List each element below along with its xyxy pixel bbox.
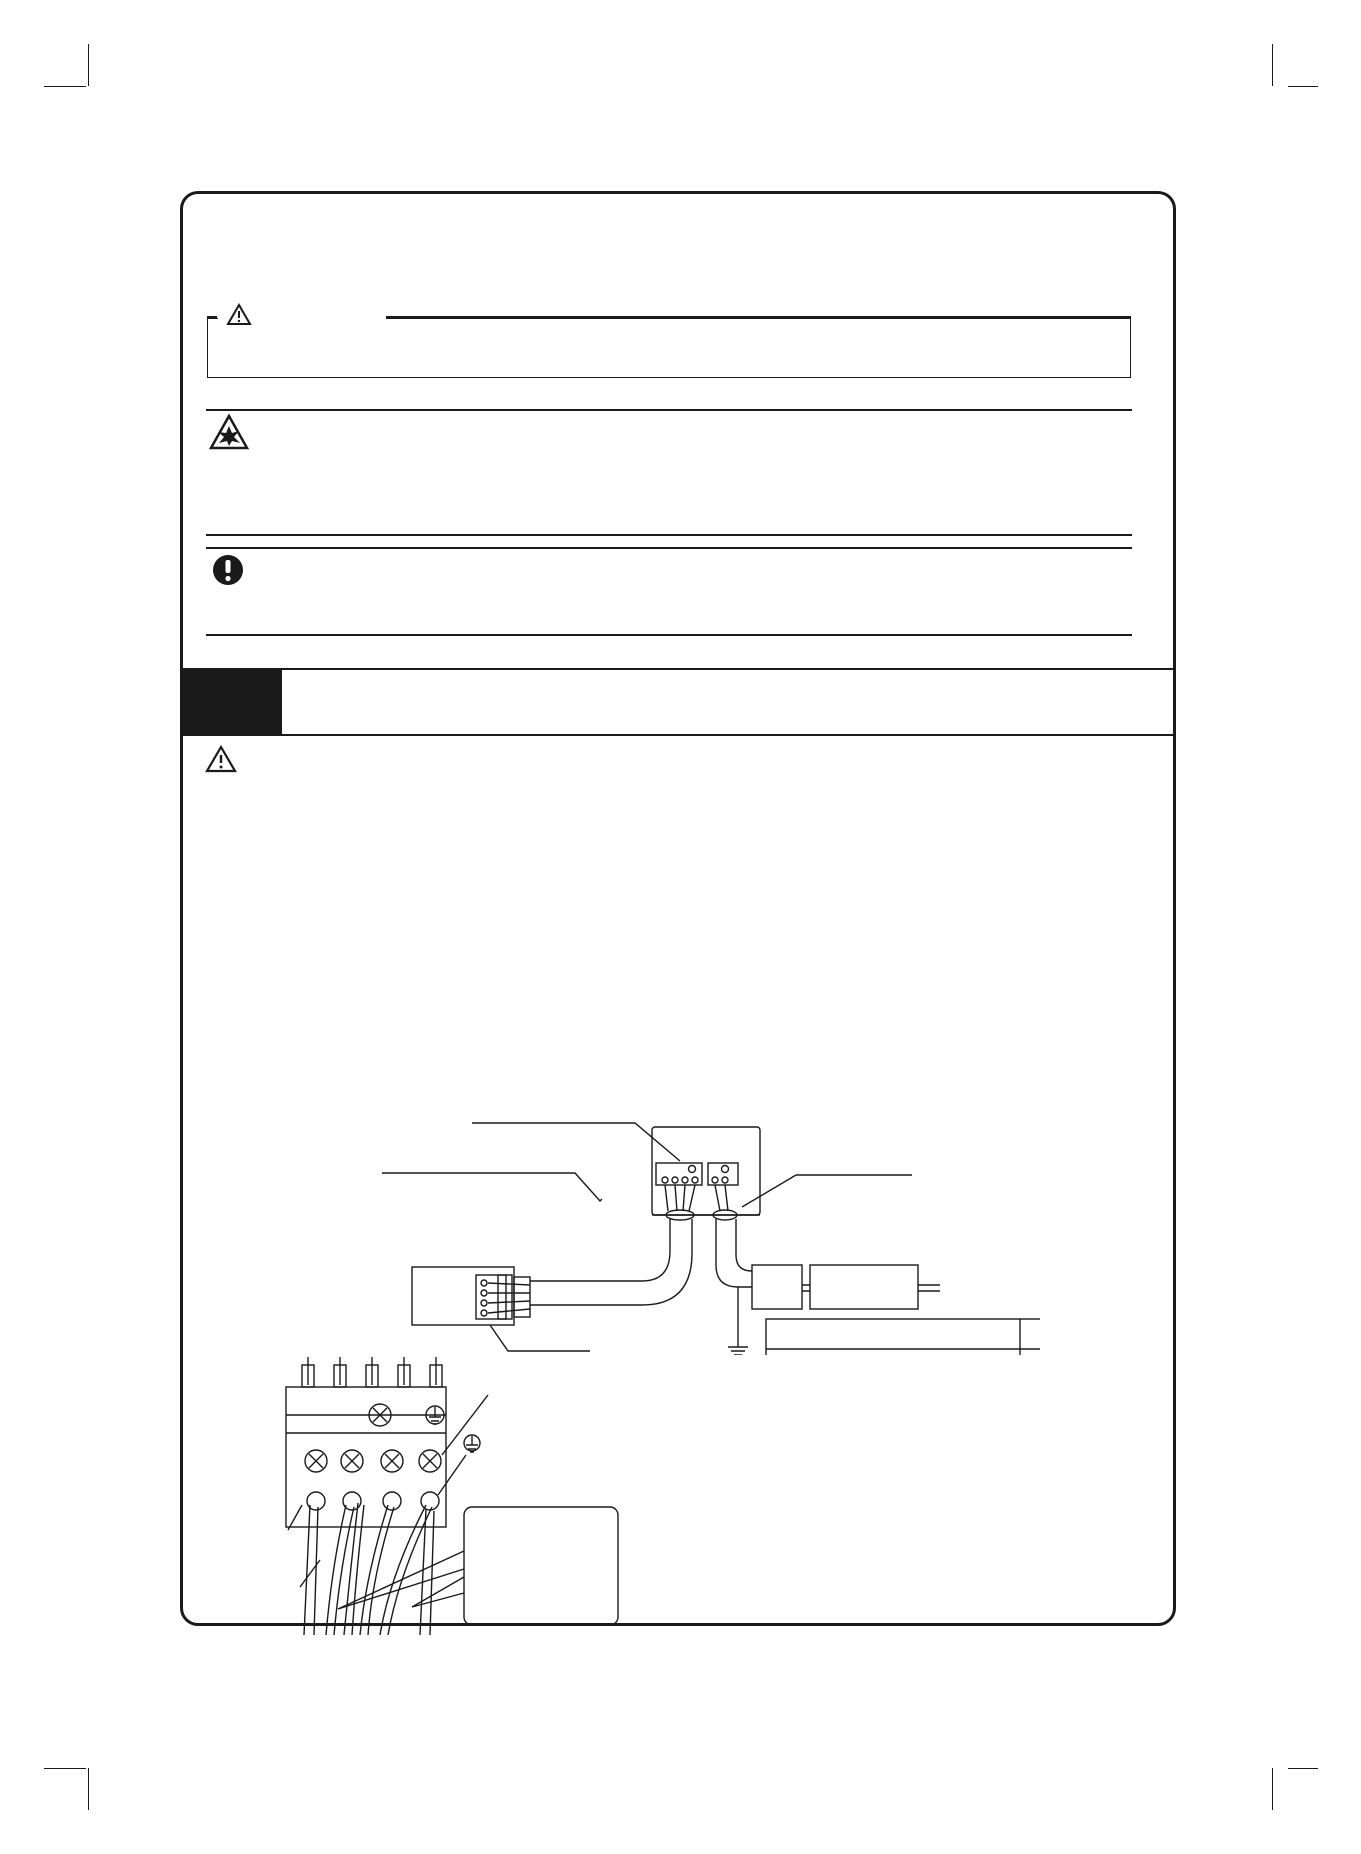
terminal-block-detail bbox=[280, 1355, 640, 1635]
crop-mark-top-right-v bbox=[1272, 44, 1273, 86]
explosion-block-bottom-rule bbox=[206, 534, 1132, 536]
crop-mark-bottom-left-v bbox=[88, 1768, 89, 1810]
caution-box-corner bbox=[207, 316, 217, 318]
wiring-diagram bbox=[380, 1115, 1040, 1355]
section-top-rule bbox=[182, 668, 1174, 670]
power-cable bbox=[716, 1219, 752, 1287]
explosion-icon bbox=[209, 414, 249, 450]
mandatory-block-bottom-rule bbox=[206, 634, 1132, 636]
section-bottom-rule bbox=[182, 734, 1174, 736]
crop-mark-top-left-h bbox=[44, 86, 86, 87]
crop-mark-bottom-left-h bbox=[44, 1768, 86, 1769]
note-box bbox=[464, 1507, 618, 1625]
crop-mark-top-right-h bbox=[1288, 86, 1318, 87]
warning-triangle-icon bbox=[205, 745, 237, 773]
outdoor-terminal-box bbox=[652, 1127, 760, 1215]
exclamation-icon bbox=[212, 554, 244, 586]
power-supply-box bbox=[810, 1265, 918, 1309]
interconnect-cable bbox=[530, 1219, 670, 1281]
crop-mark-top-left-v bbox=[88, 44, 89, 86]
breaker-box bbox=[752, 1265, 802, 1309]
explosion-block-top-rule bbox=[206, 409, 1132, 411]
mandatory-block-top-rule bbox=[206, 547, 1132, 549]
caution-box-header-line bbox=[386, 316, 1131, 318]
section-number-tab bbox=[182, 669, 282, 735]
crop-mark-bottom-right-v bbox=[1272, 1768, 1273, 1810]
warning-triangle-icon bbox=[226, 303, 252, 326]
crop-mark-bottom-right-h bbox=[1288, 1768, 1318, 1769]
